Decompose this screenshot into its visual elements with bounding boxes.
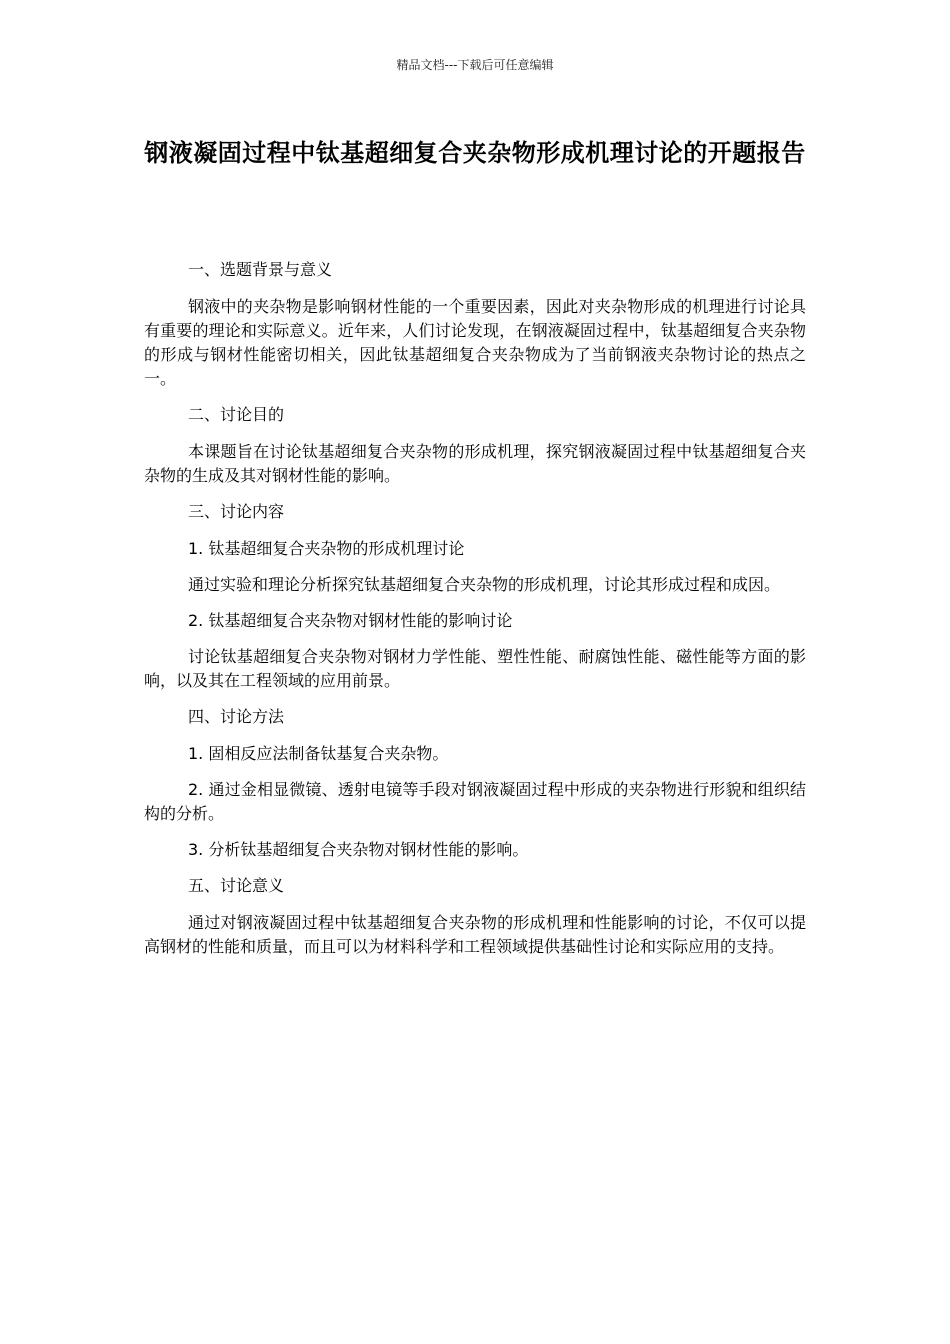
methods-item3: 3. 分析钛基超细复合夹杂物对钢材性能的影响。 [188, 840, 529, 859]
paragraph-background: 钢液中的夹杂物是影响钢材性能的一个重要因素，因此对夹杂物形成的机理进行讨论具有重要的理论和实际意义。近年来，人们讨论发现，在钢液凝固过程中，钛基超细复合夹杂物的形成与钢材性能密切相关，因此钛基超细复合夹杂物成为了当前钢液夹杂物讨论的热点之一。 [144, 297, 806, 388]
header-note: 精品文档---下载后可任意编辑 [396, 58, 554, 72]
content-item2-text: 讨论钛基超细复合夹杂物对钢材力学性能、塑性性能、耐腐蚀性能、磁性能等方面的影响，以及其在工程领域的应用前景。 [144, 647, 806, 690]
content-item1-title: 1. 钛基超细复合夹杂物的形成机理讨论 [188, 539, 465, 558]
methods-item2: 2. 通过金相显微镜、透射电镜等手段对钢液凝固过程中形成的夹杂物进行形貌和组织结构的分析。 [144, 780, 806, 823]
paragraph-purpose: 本课题旨在讨论钛基超细复合夹杂物的形成机理，探究钢液凝固过程中钛基超细复合夹杂物的生成及其对钢材性能的影响。 [144, 442, 806, 485]
section-heading-purpose: 二、讨论目的 [188, 405, 285, 424]
methods-item1: 1. 固相反应法制备钛基复合夹杂物。 [188, 744, 449, 763]
paragraph-significance: 通过对钢液凝固过程中钛基超细复合夹杂物的形成机理和性能影响的讨论，不仅可以提高钢材的性能和质量，而且可以为材料科学和工程领域提供基础性讨论和实际应用的支持。 [144, 913, 806, 956]
content-item2-title: 2. 钛基超细复合夹杂物对钢材性能的影响讨论 [188, 611, 513, 630]
document-body [144, 258, 806, 971]
section-heading-significance: 五、讨论意义 [188, 876, 285, 895]
section-heading-content: 三、讨论内容 [188, 502, 285, 521]
section-heading-methods: 四、讨论方法 [188, 707, 285, 726]
document-title: 钢液凝固过程中钛基超细复合夹杂物形成机理讨论的开题报告 [144, 139, 806, 167]
section-heading-background: 一、选题背景与意义 [188, 260, 333, 279]
content-item1-text: 通过实验和理论分析探究钛基超细复合夹杂物的形成机理，讨论其形成过程和成因。 [188, 575, 781, 594]
